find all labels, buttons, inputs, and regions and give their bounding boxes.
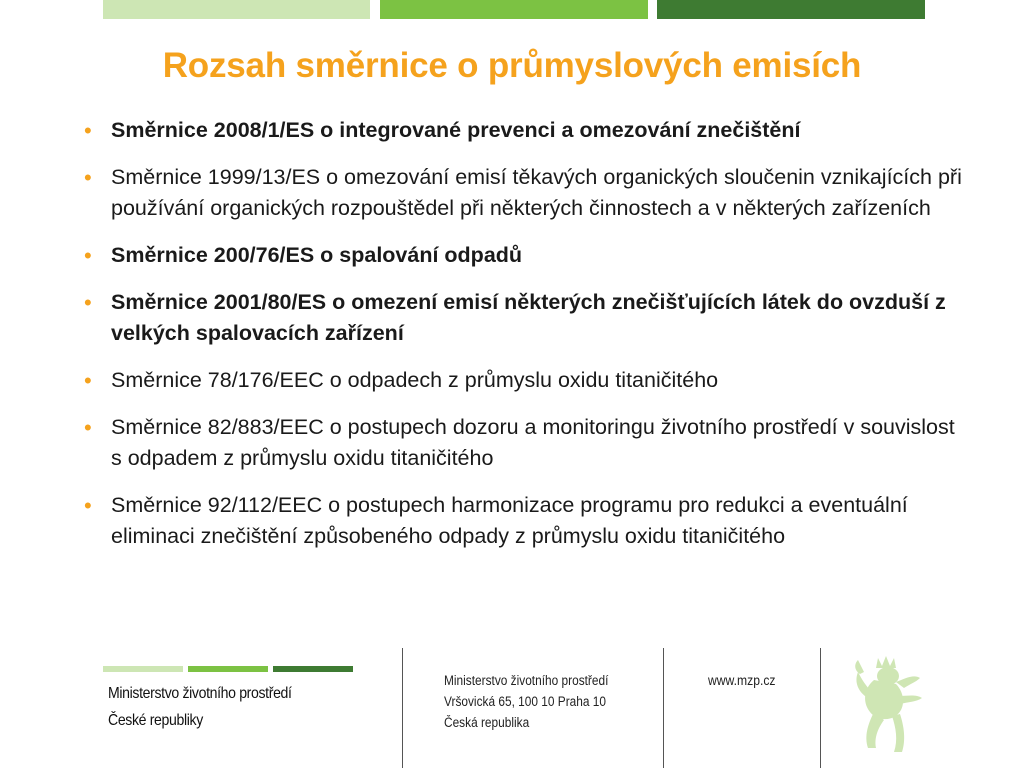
website-link[interactable] — [708, 670, 783, 691]
bullet-item — [80, 115, 970, 146]
bullet-item — [80, 162, 970, 224]
footer-divider — [663, 648, 664, 768]
bullet-list — [80, 115, 970, 568]
footer-bar-dark — [273, 666, 353, 672]
bullet-text: Směrnice 2008/1/ES o integrované prevenci a omezování znečištění — [111, 118, 801, 142]
address-line-2: Vršovická 65, 100 10 Praha 10 — [444, 694, 607, 709]
ministry-address — [444, 670, 631, 733]
address-line-3: Česká republika — [444, 715, 530, 730]
slide-title: Rozsah směrnice o průmyslových emisích — [162, 46, 862, 85]
bullet-dot: • — [84, 243, 92, 268]
bullet-text: Směrnice 78/176/EEC o odpadech z průmyslu oxidu titaničitého — [111, 368, 719, 392]
footer-divider — [402, 648, 403, 768]
top-bar-mid — [380, 0, 648, 19]
bullet-item — [80, 240, 970, 271]
footer-bar-light — [103, 666, 183, 672]
footer — [0, 648, 1024, 768]
bullet-text: Směrnice 92/112/EEC o postupech harmonizace programu pro redukci a eventuální eliminaci znečištění způsobeného odpady z průmyslu oxidu titaničitého — [111, 493, 908, 548]
footer-bar-mid — [188, 666, 268, 672]
bullet-text: Směrnice 82/883/EEC o postupech dozoru a monitoringu životního prostředí v souvislost s odpadem z průmyslu oxidu titaničitého — [111, 415, 955, 470]
bullet-dot: • — [84, 493, 92, 518]
footer-divider — [820, 648, 821, 768]
ministry-line-1: Ministerstvo životního prostředí — [108, 685, 292, 702]
top-bar-dark — [657, 0, 925, 19]
bullet-text: Směrnice 200/76/ES o spalování odpadů — [111, 243, 523, 267]
bullet-text: Směrnice 2001/80/ES o omezení emisí některých znečišťujících látek do ovzduší z velkých spalovacích zařízení — [111, 290, 946, 345]
bullet-dot: • — [84, 290, 92, 315]
address-line-1: Ministerstvo životního prostředí — [444, 673, 609, 688]
bullet-dot: • — [84, 368, 92, 393]
bullet-dot: • — [84, 118, 92, 143]
bullet-item — [80, 365, 970, 396]
ministry-line-2: České republiky — [108, 712, 203, 729]
ministry-logo-text — [108, 680, 317, 734]
bullet-item — [80, 490, 970, 552]
bullet-dot: • — [84, 165, 92, 190]
czech-lion-emblem-icon — [850, 652, 930, 764]
top-color-bars — [0, 0, 1024, 20]
bullet-item — [80, 287, 970, 349]
bullet-item — [80, 412, 970, 474]
top-bar-light — [103, 0, 370, 19]
bullet-dot: • — [84, 415, 92, 440]
bullet-text: Směrnice 1999/13/ES o omezování emisí těkavých organických sloučenin vznikajících při používání organických rozpouštědel při některých činnostech a v některých zařízeních — [111, 165, 962, 220]
website-text: www.mzp.cz — [708, 673, 776, 688]
